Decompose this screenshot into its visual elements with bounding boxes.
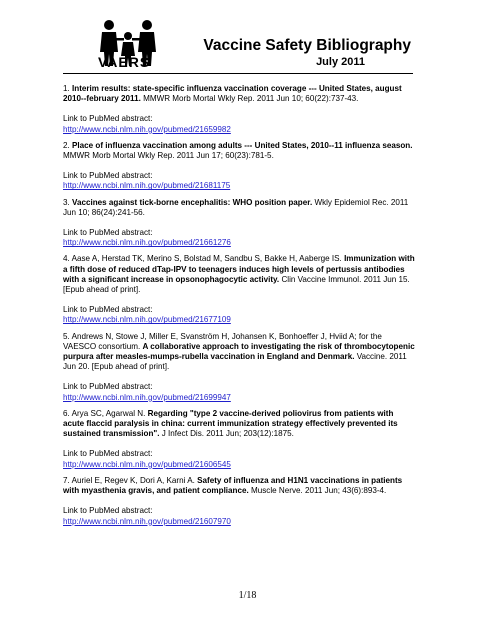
pubmed-link-label: Link to PubMed abstract: xyxy=(63,114,153,124)
pubmed-link-label: Link to PubMed abstract: xyxy=(63,449,153,459)
pubmed-link-label: Link to PubMed abstract: xyxy=(63,228,153,238)
entry-number: 5. xyxy=(63,331,70,341)
pubmed-link[interactable]: http://www.ncbi.nlm.nih.gov/pubmed/21677109 xyxy=(63,315,231,325)
page-title: Vaccine Safety Bibliography xyxy=(203,37,411,54)
pubmed-link[interactable]: http://www.ncbi.nlm.nih.gov/pubmed/21659982 xyxy=(63,124,231,134)
bibliography-entry xyxy=(63,84,415,135)
entry-title: Regarding "type 2 vaccine-derived poliovirus from patients with acute flaccid paralysis in china: current immunization strategy effectively prevented its sustained transmission". xyxy=(63,408,398,439)
entry-authors: Andrews N, Stowe J, Miller E, Svanström H, Johansen K, Bonhoeffer J, Hviid A; for the VAESCO consortium. xyxy=(63,331,382,351)
entry-source: Vaccine. 2011 Jun 20. [Epub ahead of print]. xyxy=(63,352,407,372)
pubmed-link[interactable]: http://www.ncbi.nlm.nih.gov/pubmed/21681175 xyxy=(63,181,231,191)
bibliography-entry xyxy=(63,332,415,403)
pubmed-link-label: Link to PubMed abstract: xyxy=(63,171,153,181)
entry-title: A collaborative approach to investigating the risk of thrombocytopenic purpura after measles-mumps-rubella vaccination in England and Denmark. xyxy=(63,341,415,362)
entry-number: 2. xyxy=(63,140,70,150)
bibliography-entry xyxy=(63,198,415,249)
entry-title: Vaccines against tick-borne encephalitis: WHO position paper. xyxy=(72,197,313,207)
vaers-logo-text: VAERS xyxy=(98,54,151,70)
header-divider xyxy=(63,73,413,74)
citation xyxy=(63,84,415,104)
bibliography-entry xyxy=(63,409,415,470)
pubmed-link[interactable]: http://www.ncbi.nlm.nih.gov/pubmed/21607970 xyxy=(63,516,231,526)
bibliography-list xyxy=(63,84,415,533)
citation xyxy=(63,198,415,218)
entry-number: 7. xyxy=(63,475,70,485)
entry-authors: Auriel E, Regev K, Dori A, Karni A. xyxy=(71,475,195,485)
entry-title: Place of influenza vaccination among adults --- United States, 2010--11 influenza season. xyxy=(72,140,413,150)
entry-source: MMWR Morb Mortal Wkly Rep. 2011 Jun 17; 60(23):781-5. xyxy=(63,151,274,161)
citation xyxy=(63,476,415,496)
citation xyxy=(63,332,415,373)
entry-source: J Infect Dis. 2011 Jun; 203(12):1875. xyxy=(161,429,294,439)
entry-authors: Arya SC, Agarwal N. xyxy=(71,408,146,418)
pubmed-link[interactable]: http://www.ncbi.nlm.nih.gov/pubmed/21699947 xyxy=(63,392,231,402)
page-number: 1/18 xyxy=(238,590,257,601)
entry-number: 4. xyxy=(63,254,70,264)
entry-source: Wkly Epidemiol Rec. 2011 Jun 10; 86(24):241-56. xyxy=(63,197,409,217)
citation xyxy=(63,254,415,295)
entry-title: Interim results: state-specific influenza vaccination coverage --- United States, august 2010--february 2011. xyxy=(63,84,402,104)
bibliography-entry xyxy=(63,476,415,527)
entry-title: Safety of influenza and H1N1 vaccinations in patients with myasthenia gravis, and patient compliance. xyxy=(63,475,403,496)
page-subtitle: July 2011 xyxy=(316,56,365,68)
pubmed-link-label: Link to PubMed abstract: xyxy=(63,382,153,392)
pubmed-link-label: Link to PubMed abstract: xyxy=(63,305,153,315)
bibliography-entry xyxy=(63,254,415,325)
entry-number: 6. xyxy=(63,408,70,418)
bibliography-entry xyxy=(63,141,415,192)
entry-number: 1. xyxy=(63,84,70,93)
citation xyxy=(63,409,415,440)
entry-title: Immunization with a fifth dose of reduced dTap-IPV to teenagers induces high levels of pertussis antibodies with a significant increase in opsonophagocytic activity. xyxy=(63,254,415,284)
entry-source: MMWR Morb Mortal Wkly Rep. 2011 Jun 10; 60(22):737-43. xyxy=(143,94,359,104)
entry-source: Clin Vaccine Immunol. 2011 Jun 15. [Epub ahead of print]. xyxy=(63,274,410,295)
pubmed-link[interactable]: http://www.ncbi.nlm.nih.gov/pubmed/21606545 xyxy=(63,459,231,469)
entry-authors: Aase A, Herstad TK, Merino S, Bolstad M, Sandbu S, Bakke H, Aaberge IS. xyxy=(71,254,342,264)
citation xyxy=(63,141,415,161)
entry-number: 3. xyxy=(63,197,70,207)
entry-source: Muscle Nerve. 2011 Jun; 43(6):893-4. xyxy=(251,486,387,496)
pubmed-link-label: Link to PubMed abstract: xyxy=(63,506,153,516)
pubmed-link[interactable]: http://www.ncbi.nlm.nih.gov/pubmed/21661276 xyxy=(63,238,231,248)
